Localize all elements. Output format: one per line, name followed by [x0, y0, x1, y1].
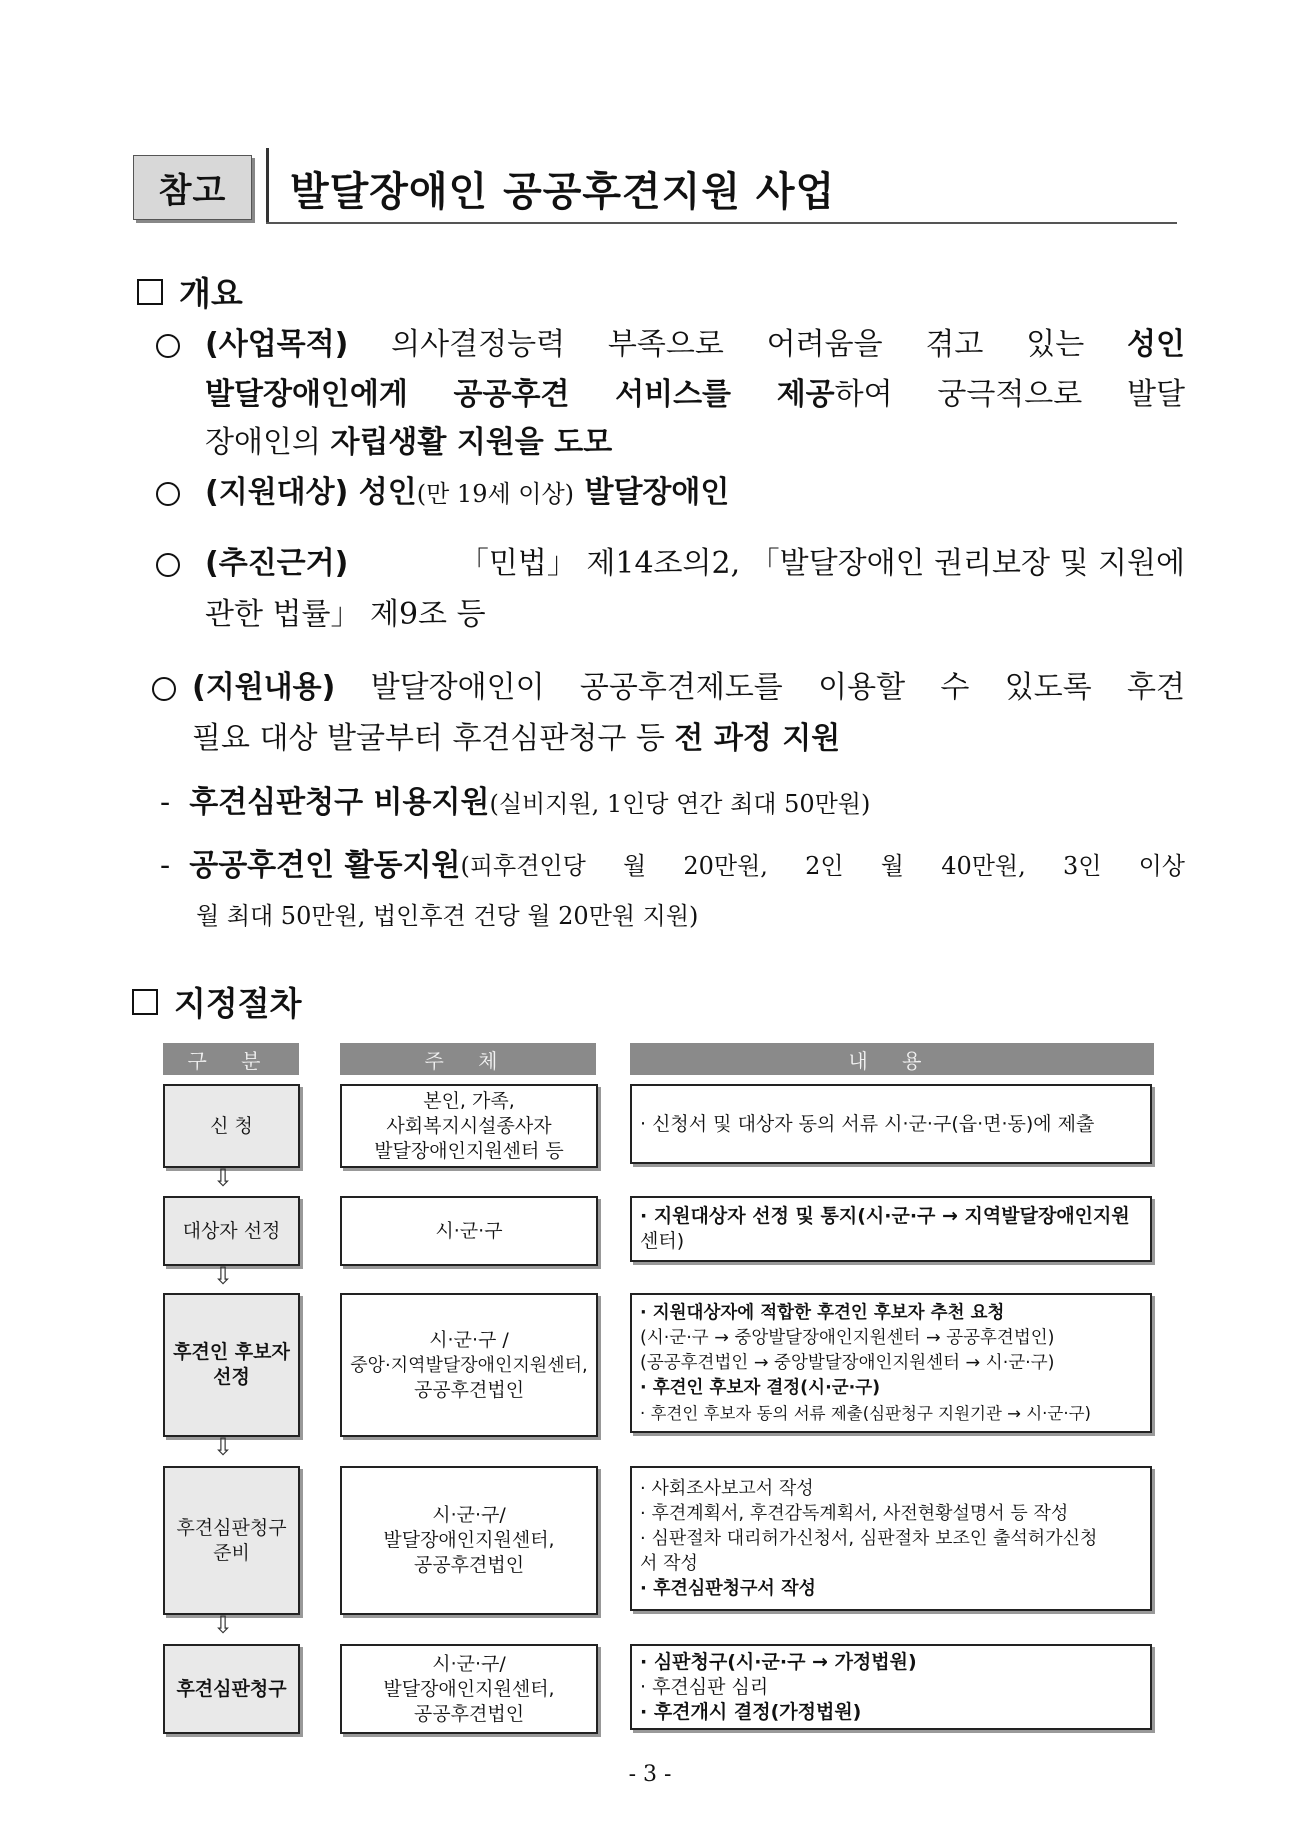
actor-line: 공공후견법인: [413, 1378, 525, 1401]
sub-item-1-line: [160, 778, 870, 829]
stage-box: [163, 1293, 300, 1437]
content-line-2: [192, 714, 840, 764]
target-bold-2: 발달장애인: [574, 475, 730, 510]
stage-box: [163, 1084, 300, 1168]
sub-item-2-small-1: (피후견인당 월 20만원, 2인 월 40만원, 3인 이상: [460, 852, 1185, 880]
actor-line: 공공후견법인: [413, 1702, 525, 1725]
procedure-heading-text: 지정절차: [174, 984, 302, 1023]
actor-box: [340, 1196, 598, 1266]
content-line: 서 작성: [640, 1553, 698, 1574]
content-line: · 심판청구(시·군·구 → 가정법원): [640, 1650, 917, 1673]
purpose-bold-3: 자립생활 지원을 도모: [330, 425, 613, 460]
stage-label: 선정: [213, 1366, 250, 1388]
purpose-text-2: 하여 궁극적으로 발달: [834, 377, 1185, 412]
actor-line: 시·군·구 /: [429, 1328, 509, 1351]
content-box: [630, 1466, 1152, 1611]
overview-heading: [137, 268, 243, 315]
sub-item-2-bold: 공공후견인 활동지원: [189, 848, 461, 883]
content-bold: 전 과정 지원: [674, 721, 841, 756]
purpose-bold-1: 성인: [1127, 327, 1185, 362]
purpose-text-3: 장애인의: [205, 425, 331, 460]
stage-label: 후견심판청구: [176, 1677, 287, 1700]
actor-line: 발달장애인지원센터,: [383, 1529, 555, 1551]
down-arrow-icon: ⇩: [213, 1164, 234, 1192]
actor-line: 시·군·구: [435, 1219, 503, 1242]
column-header-content: 내 용: [630, 1043, 1154, 1075]
purpose-bold-2: 발달장애인에게 공공후견 서비스를 제공: [205, 377, 835, 412]
down-arrow-icon: ⇩: [213, 1433, 234, 1461]
stage-label: 후견심판청구: [176, 1516, 287, 1539]
purpose-text-1: 의사결정능력 부족으로 어려움을 겪고 있는: [348, 327, 1128, 362]
content-text-1: 발달장애인이 공공후견제도를 이용할 수 있도록 후견: [335, 670, 1185, 705]
content-line: (공공후견법인 → 중앙발달장애인지원센터 → 시·군·구): [640, 1352, 1055, 1373]
sub-item-2-line-2: [196, 890, 698, 941]
actor-line: 발달장애인지원센터,: [383, 1677, 555, 1700]
sub-item-1-bold: 후견심판청구 비용지원: [189, 785, 490, 820]
target-label: (지원대상): [205, 475, 349, 510]
target-small: (만 19세 이상): [416, 480, 575, 508]
actor-line: 시·군·구/: [432, 1652, 506, 1675]
content-box: [630, 1084, 1152, 1164]
stage-label: 대상자 선정: [182, 1219, 281, 1242]
purpose-line-3: [205, 418, 612, 468]
content-line: · 신청서 및 대상자 동의 서류 시·군·구(읍·면·동)에 제출: [640, 1112, 1095, 1135]
content-line: 센터): [640, 1230, 685, 1252]
purpose-label: (사업목적): [205, 327, 349, 362]
content-line: · 후견심판 심리: [640, 1675, 769, 1698]
actor-line: 중앙·지역발달장애인지원센터,: [350, 1354, 588, 1376]
column-header-stage: 구 분: [163, 1043, 299, 1075]
purpose-line-1: [205, 320, 1185, 370]
content-line: (시·군·구 → 중앙발달장애인지원센터 → 공공후견법인): [640, 1327, 1055, 1348]
dash-bullet: -: [160, 848, 171, 883]
content-box: [630, 1644, 1152, 1730]
basis-line-2: [205, 590, 486, 640]
down-arrow-icon: ⇩: [213, 1262, 234, 1290]
content-line-1: [192, 663, 1185, 713]
purpose-line-2: [205, 370, 1185, 420]
basis-label: (추진근거): [205, 546, 349, 581]
stage-box: [163, 1466, 300, 1615]
target-bold-1: 성인: [348, 475, 417, 510]
basis-text-2: 관한 법률」 제9조 등: [205, 597, 486, 632]
circle-bullet-icon: [152, 677, 176, 701]
actor-line: 시·군·구/: [432, 1504, 506, 1526]
basis-line-1: [205, 539, 1185, 589]
circle-bullet-icon: [156, 553, 180, 577]
actor-line: 본인, 가족,: [423, 1089, 515, 1112]
stage-label: 신 청: [210, 1114, 253, 1137]
title-underline: [266, 222, 1177, 224]
sub-item-2-small-2: 월 최대 50만원, 법인후견 건당 월 20만원 지원): [196, 902, 699, 930]
circle-bullet-icon: [156, 482, 180, 506]
stage-box: [163, 1196, 300, 1266]
page-title: 발달장애인 공공후견지원 사업: [290, 169, 836, 215]
circle-bullet-icon: [156, 334, 180, 358]
page-number: - 3 -: [628, 1762, 672, 1787]
content-line: · 후견인 후보자 결정(시·군·구): [640, 1377, 881, 1398]
basis-text-1: 「민법」 제14조의2, 「발달장애인 권리보장 및 지원에: [458, 546, 1185, 581]
dash-bullet: -: [160, 785, 171, 820]
content-text-2: 필요 대상 발굴부터 후견심판청구 등: [192, 721, 675, 756]
actor-box: [340, 1466, 598, 1615]
content-line: · 후견심판청구서 작성: [640, 1578, 816, 1599]
actor-box: [340, 1644, 598, 1734]
content-line: · 후견개시 결정(가정법원): [640, 1700, 862, 1723]
checkbox-square-icon: [137, 279, 163, 305]
down-arrow-icon: ⇩: [213, 1611, 234, 1639]
actor-line: 사회복지시설종사자: [386, 1114, 552, 1137]
stage-box: [163, 1644, 300, 1734]
content-box: [630, 1196, 1152, 1262]
content-line: · 심판절차 대리허가신청서, 심판절차 보조인 출석허가신청: [640, 1528, 1098, 1549]
sub-item-2-line-1: [160, 841, 1185, 891]
target-line: [205, 468, 729, 519]
actor-line: 발달장애인지원센터 등: [374, 1139, 564, 1162]
actor-box: [340, 1084, 598, 1168]
checkbox-square-icon: [132, 989, 158, 1015]
stage-label: 준비: [213, 1541, 250, 1564]
content-box: [630, 1293, 1152, 1433]
content-label: (지원내용): [192, 670, 336, 705]
stage-label: 후견인 후보자: [173, 1341, 290, 1363]
overview-heading-text: 개요: [179, 274, 243, 313]
reference-tag: 참고: [133, 155, 252, 220]
sub-item-1-small: (실비지원, 1인당 연간 최대 50만원): [489, 790, 871, 818]
column-header-actor: 주 체: [340, 1043, 596, 1075]
actor-line: 공공후견법인: [413, 1554, 525, 1576]
content-line: · 지원대상자 선정 및 통지(시·군·구 → 지역발달장애인지원: [640, 1205, 1130, 1227]
content-line: · 지원대상자에 적합한 후견인 후보자 추천 요청: [640, 1302, 1005, 1323]
procedure-heading: [132, 978, 302, 1025]
content-line: · 사회조사보고서 작성: [640, 1478, 814, 1499]
header-divider: [266, 148, 269, 222]
actor-box: [340, 1293, 598, 1437]
content-line: · 후견인 후보자 동의 서류 제출(심판청구 지원기관 → 시·군·구): [640, 1403, 1091, 1423]
content-line: · 후견계획서, 후견감독계획서, 사전현황설명서 등 작성: [640, 1503, 1069, 1524]
